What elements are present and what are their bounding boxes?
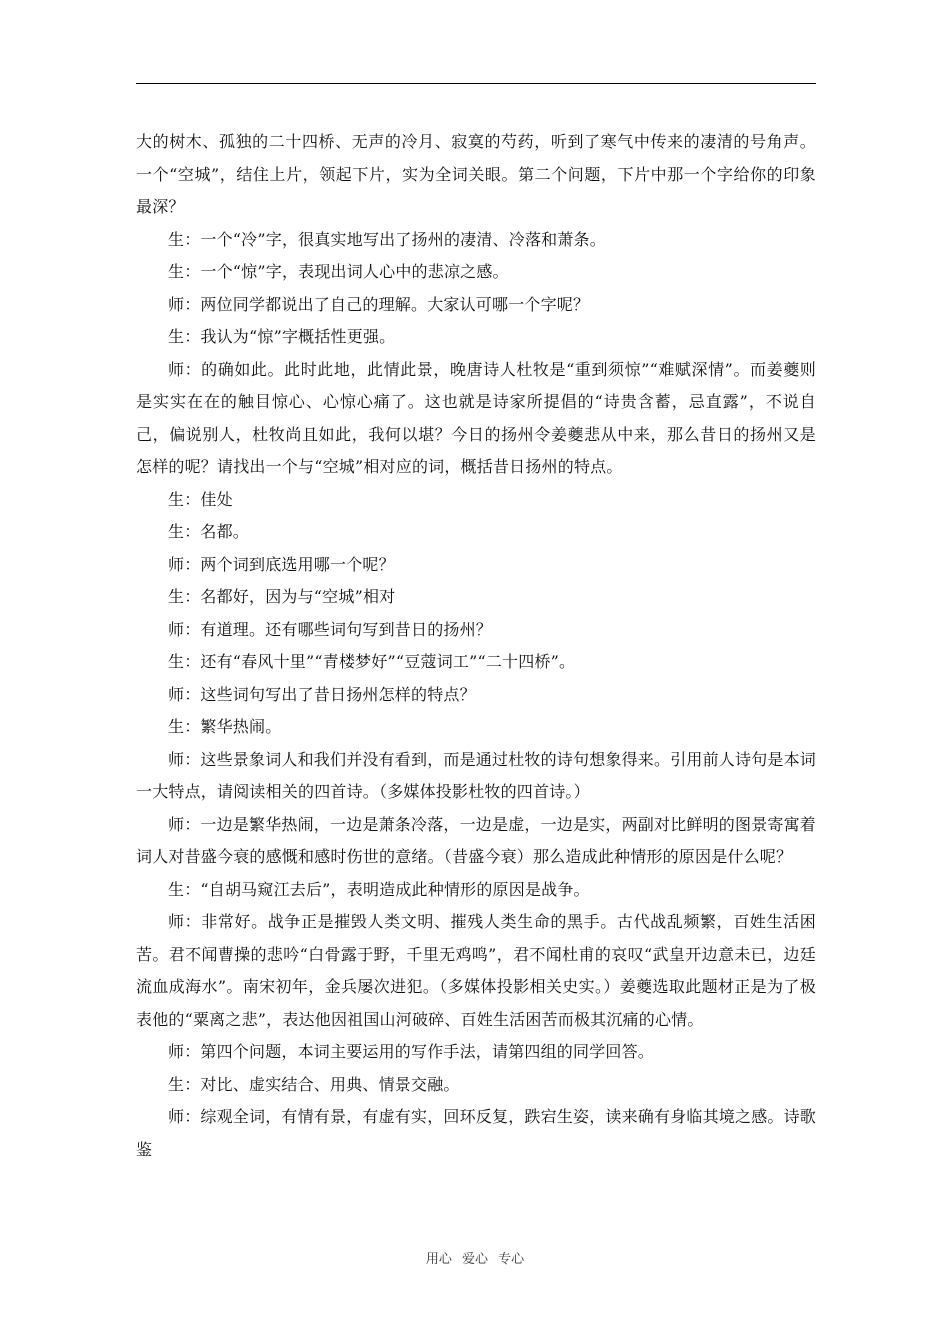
paragraph: 师：这些词句写出了昔日扬州怎样的特点？ [168, 684, 476, 704]
paragraph: 生：佳处 [168, 489, 233, 509]
paragraph: 师：两个词到底选用哪一个呢？ [168, 554, 395, 574]
paragraph: 师：第四个问题，本词主要运用的写作手法，请第四组的同学回答。 [168, 1042, 655, 1061]
paragraph: 生：对比、虚实结合、用典、情景交融。 [168, 1074, 460, 1094]
paragraph: 生：繁华热闹。 [168, 717, 282, 736]
page-footer: 用心 爱心 专心 [425, 1252, 525, 1267]
header-rule [136, 83, 816, 84]
paragraph: 师：非常好。战争正是摧毁人类文明、摧残人类生命的黑手。古代战乱频繁，百姓生活困苦。君不闻曹操的悲吟“白骨露于野，千里无鸡鸣”，君不闻杜甫的哀叹“武皇开边意未已，边廷流血成海水”。南宋初年，金兵屡次进犯。（多媒体投影相关史实。）姜夔选取此题材正是为了极表他的“粟离之悲”，表达他因祖国山河破碎、百姓生活困苦而极其沉痛的心情。 [136, 912, 816, 1029]
paragraph: 师：的确如此。此时此地，此情此景，晚唐诗人杜牧是“重到须惊”“难赋深情”。而姜夔则是实实在在的触目惊心、心惊心痛了。这也就是诗家所提倡的“诗贵含蓄，忌直露”，不说自己，偏说别人，杜牧尚且如此，我何以堪？今日的扬州令姜夔悲从中来，那么昔日的扬州又是怎样的呢？请找出一个与“空城”相对应的词，概括昔日扬州的特点。 [136, 359, 816, 476]
paragraph: 生：名都。 [168, 522, 250, 541]
document-body [136, 126, 816, 1166]
paragraph: 生：我认为“惊”字概括性更强。 [168, 327, 396, 346]
paragraph: 生：一个“冷”字，很真实地写出了扬州的凄清、冷落和萧条。 [168, 229, 606, 249]
paragraph: 生：名都好，因为与“空城”相对 [168, 587, 396, 606]
paragraph: 大的树木、孤独的二十四桥、无声的冷月、寂寞的芍药，听到了寒气中传来的凄清的号角声。一个“空城”，结住上片，领起下片，实为全词关眼。第二个问题，下片中那一个字给你的印象最深？ [136, 132, 816, 216]
paragraph: 生：“自胡马窥江去后”，表明造成此种情形的原因是战争。 [168, 879, 590, 899]
paragraph: 师：有道理。还有哪些词句写到昔日的扬州？ [168, 619, 493, 639]
paragraph: 师：综观全词，有情有景，有虚有实，回环反复，跌宕生姿，读来确有身临其境之感。诗歌鉴 [136, 1107, 817, 1159]
paragraph: 生：还有“春风十里”“青楼梦好”“豆蔻词工”“二十四桥”。 [168, 652, 576, 671]
paragraph: 师：一边是繁华热闹，一边是萧条冷落，一边是虚，一边是实，两副对比鲜明的图景寄寓着词人对昔盛今衰的感慨和感时伤世的意绪。（昔盛今衰）那么造成此种情形的原因是什么呢？ [136, 814, 817, 866]
paragraph: 师：这些景象词人和我们并没有看到，而是通过杜牧的诗句想象得来。引用前人诗句是本词一大特点，请阅读相关的四首诗。（多媒体投影杜牧的四首诗。） [136, 749, 817, 801]
paragraph: 生：一个“惊”字，表现出词人心中的悲凉之感。 [168, 262, 509, 281]
paragraph: 师：两位同学都说出了自己的理解。大家认可哪一个字呢？ [168, 294, 590, 314]
